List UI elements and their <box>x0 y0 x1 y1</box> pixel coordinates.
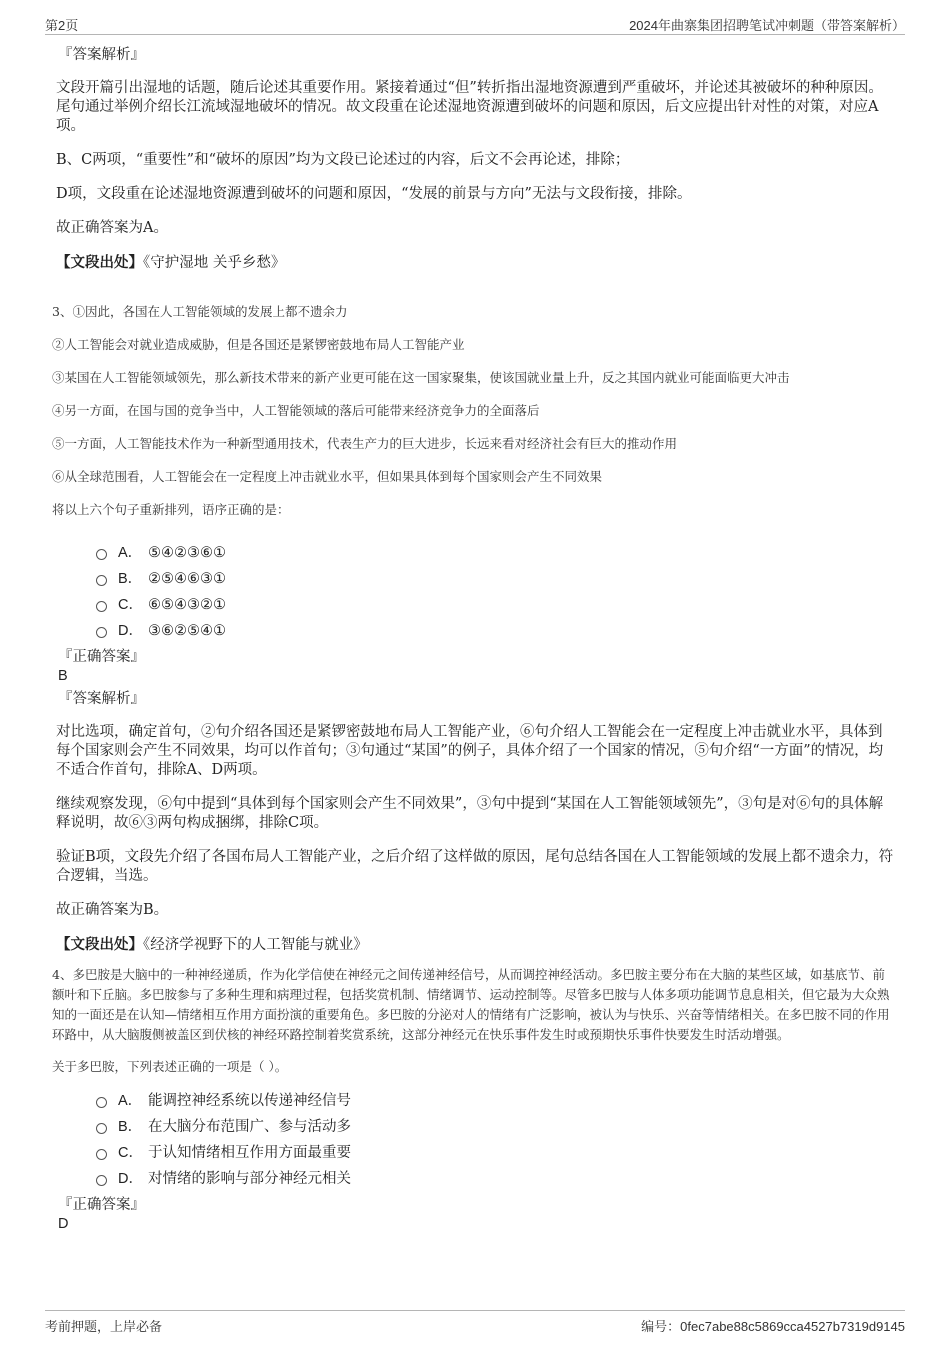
page-header <box>45 12 905 35</box>
radio-icon[interactable] <box>96 1123 107 1134</box>
question-sentence: ⑥从全球范围看，人工智能会在一定程度上冲击就业水平，但如果具体到每个国家则会产生不同效果 <box>52 469 603 484</box>
radio-icon[interactable] <box>96 1097 107 1108</box>
q3-options <box>96 540 896 644</box>
option-d[interactable] <box>96 618 896 644</box>
page-footer <box>45 1310 905 1335</box>
page-content <box>52 46 896 1234</box>
option-text: ⑥⑤④③②① <box>148 597 226 613</box>
source-line <box>56 253 896 273</box>
option-text: 在大脑分布范围广、参与活动多 <box>148 1119 351 1135</box>
option-letter: C． <box>118 1145 143 1161</box>
radio-icon[interactable] <box>96 1175 107 1186</box>
analysis-conclusion: 故正确答案为A。 <box>56 220 168 236</box>
option-b[interactable] <box>96 566 896 592</box>
option-text: ③⑥②⑤④① <box>148 623 226 639</box>
analysis-paragraph: 继续观察发现，⑥句中提到“具体到每个国家则会产生不同效果”，③句中提到“某国在人工智能领域领先”，③句是对⑥句的具体解释说明，故⑥③两句构成捆绑，排除C项。 <box>56 796 884 831</box>
option-text: ②⑤④⑥③① <box>148 571 226 587</box>
option-letter: D． <box>118 623 143 639</box>
source-text: 《守护湿地 关乎乡愁》 <box>143 255 286 271</box>
option-text: 能调控神经系统以传递神经信号 <box>148 1093 351 1109</box>
answer-label: 『正确答案』 <box>58 649 145 665</box>
option-a[interactable] <box>96 1088 896 1114</box>
question-3 <box>52 302 896 520</box>
source-label: 【文段出处】 <box>56 254 143 271</box>
radio-icon[interactable] <box>96 601 107 612</box>
analysis-paragraph: D项，文段重在论述湿地资源遭到破坏的问题和原因，“发展的前景与方向”无法与文段衔接，排除。 <box>56 186 692 202</box>
analysis-conclusion: 故正确答案为B。 <box>56 902 169 918</box>
source-line <box>56 935 896 955</box>
option-letter: A． <box>118 1093 143 1109</box>
option-a[interactable] <box>96 540 896 566</box>
option-c[interactable] <box>96 1140 896 1166</box>
source-text: 《经济学视野下的人工智能与就业》 <box>143 937 368 953</box>
option-letter: D． <box>118 1171 143 1187</box>
option-text: ⑤④②③⑥① <box>148 545 226 561</box>
radio-icon[interactable] <box>96 575 107 586</box>
analysis-paragraph: 对比选项，确定首句，②句介绍各国还是紧锣密鼓地布局人工智能产业，⑥句介绍人工智能会在一定程度上冲击就业水平，具体到每个国家则会产生不同效果，均可以作首句；③句通过“某国”的例子，具体介绍了一个国家的情况，⑤句介绍“一方面”的情况，均不适合作首句，排除A、D两项。 <box>56 724 884 778</box>
analysis-label: 『答案解析』 <box>58 47 145 63</box>
q4-options <box>96 1088 896 1192</box>
question-sentence: ②人工智能会对就业造成威胁，但是各国还是紧锣密鼓地布局人工智能产业 <box>52 337 465 352</box>
footer-slogan: 考前押题，上岸必备 <box>45 1319 163 1334</box>
option-d[interactable] <box>96 1166 896 1192</box>
answer-label: 『正确答案』 <box>58 1197 145 1213</box>
analysis-paragraph: 文段开篇引出湿地的话题，随后论述其重要作用。紧接着通过“但”转折指出湿地资源遭到严重破坏，并论述其被破坏的种种原因。尾句通过举例介绍长江流域湿地破坏的情况。故文段重在论述湿地资源遭到破坏的问题和原因，后文应提出针对性的对策，对应A项。 <box>56 80 883 134</box>
question-sentence: 3、①因此，各国在人工智能领域的发展上都不遗余力 <box>52 304 348 319</box>
source-label: 【文段出处】 <box>56 936 143 953</box>
question-sentence: ⑤一方面，人工智能技术作为一种新型通用技术，代表生产力的巨大进步，长远来看对经济社会有巨大的推动作用 <box>52 436 678 451</box>
question-4 <box>52 965 896 1077</box>
option-text: 对情绪的影响与部分神经元相关 <box>148 1171 351 1187</box>
question-prompt: 关于多巴胺，下列表述正确的一项是（ ）。 <box>52 1059 288 1074</box>
document-title: 2024年曲寨集团招聘笔试冲刺题（带答案解析） <box>629 18 905 33</box>
question-sentence: ③某国在人工智能领域领先，那么新技术带来的新产业更可能在这一国家聚集，使该国就业量上升，反之其国内就业可能面临更大冲击 <box>52 370 790 385</box>
option-letter: C． <box>118 597 143 613</box>
question-stem: 4、多巴胺是大脑中的一种神经递质，作为化学信使在神经元之间传递神经信号，从而调控神经活动。多巴胺主要分布在大脑的某些区域，如基底节、前额叶和下丘脑。多巴胺参与了多种生理和病理过程，包括奖赏机制、情绪调节、运动控制等。尽管多巴胺与人体多项功能调节息息相关，但它最为大众熟知的一面还是在认知—情绪相互作用方面扮演的重要角色。多巴胺的分泌对人的情绪有广泛影响，被认为与快乐、兴奋等情绪相关。在多巴胺不同的作用环路中，从大脑腹侧被盖区到伏核的神经环路控制着奖赏系统，这部分神经元在快乐事件发生时或预期快乐事件快要发生时活动增强。 <box>52 967 890 1042</box>
option-letter: B． <box>118 1119 143 1135</box>
radio-icon[interactable] <box>96 549 107 560</box>
analysis-paragraph: 验证B项，文段先介绍了各国布局人工智能产业，之后介绍了这样做的原因，尾句总结各国在人工智能领域的发展上都不遗余力，符合逻辑，当选。 <box>56 849 894 884</box>
option-c[interactable] <box>96 592 896 618</box>
option-letter: B． <box>118 571 143 587</box>
correct-answer: B <box>58 668 68 684</box>
page-number: 第2页 <box>45 18 79 33</box>
question-prompt: 将以上六个句子重新排列，语序正确的是： <box>52 502 290 517</box>
radio-icon[interactable] <box>96 627 107 638</box>
question-sentence: ④另一方面，在国与国的竞争当中，人工智能领域的落后可能带来经济竞争力的全面落后 <box>52 403 540 418</box>
radio-icon[interactable] <box>96 1149 107 1160</box>
analysis-label: 『答案解析』 <box>58 691 145 707</box>
document-id: 编号：0fec7abe88c5869cca4527b7319d9145 <box>641 1319 905 1334</box>
option-letter: A． <box>118 545 143 561</box>
option-text: 于认知情绪相互作用方面最重要 <box>148 1145 351 1161</box>
analysis-paragraph: B、C两项，“重要性”和“破坏的原因”均为文段已论述过的内容，后文不会再论述，排除； <box>56 152 630 168</box>
correct-answer: D <box>58 1216 69 1232</box>
option-b[interactable] <box>96 1114 896 1140</box>
